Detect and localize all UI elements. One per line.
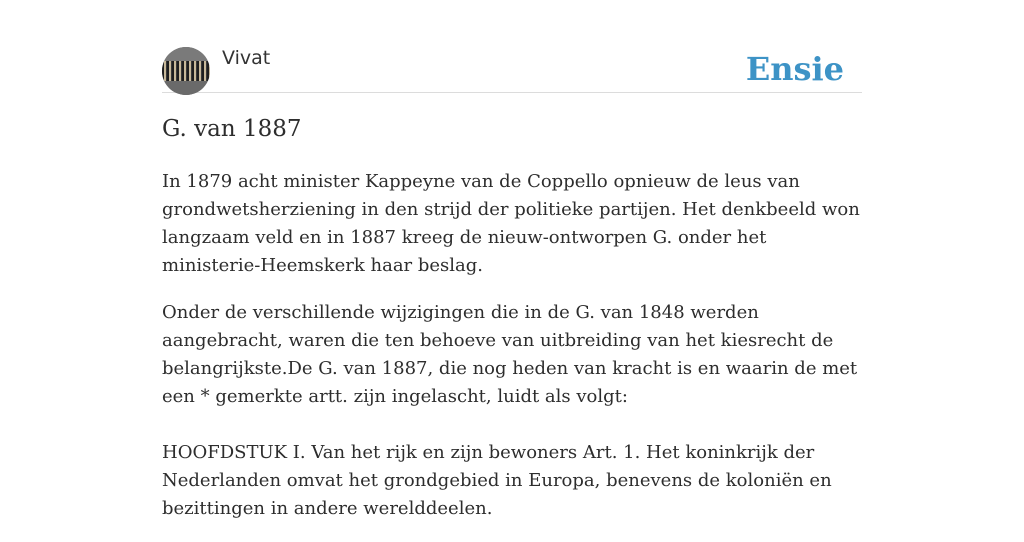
paragraph-3: HOOFDSTUK I. Van het rijk en zijn bewoners Art. 1. Het koninkrijk der Nederlanden omvat het grondgebied in Europa, benevens de koloniën en bezittingen in andere werelddeelen. xyxy=(162,442,832,519)
brand-name[interactable]: Vivat xyxy=(222,47,271,69)
ensie-logo[interactable]: Ensie xyxy=(745,50,844,88)
article-body xyxy=(162,168,862,542)
page-title: G. van 1887 xyxy=(162,116,302,142)
site-header xyxy=(162,44,862,93)
paragraph-2: Onder de verschillende wijzigingen die in de G. van 1848 werden aangebracht, waren die ten behoeve van uitbreiding van het kiesrecht de belangrijkste.De G. van 1887, die nog heden van kracht is en waarin de met een * gemerkte artt. zijn ingelascht, luidt als volgt: xyxy=(162,302,858,407)
paragraph-1: In 1879 acht minister Kappeyne van de Coppello opnieuw de leus van grondwetsherziening in den strijd der politieke partijen. Het denkbeeld won langzaam veld en in 1887 kreeg de nieuw-ontworpen G. onder het ministerie-Heemskerk haar beslag. xyxy=(162,171,860,276)
books-avatar-icon[interactable] xyxy=(162,47,210,95)
